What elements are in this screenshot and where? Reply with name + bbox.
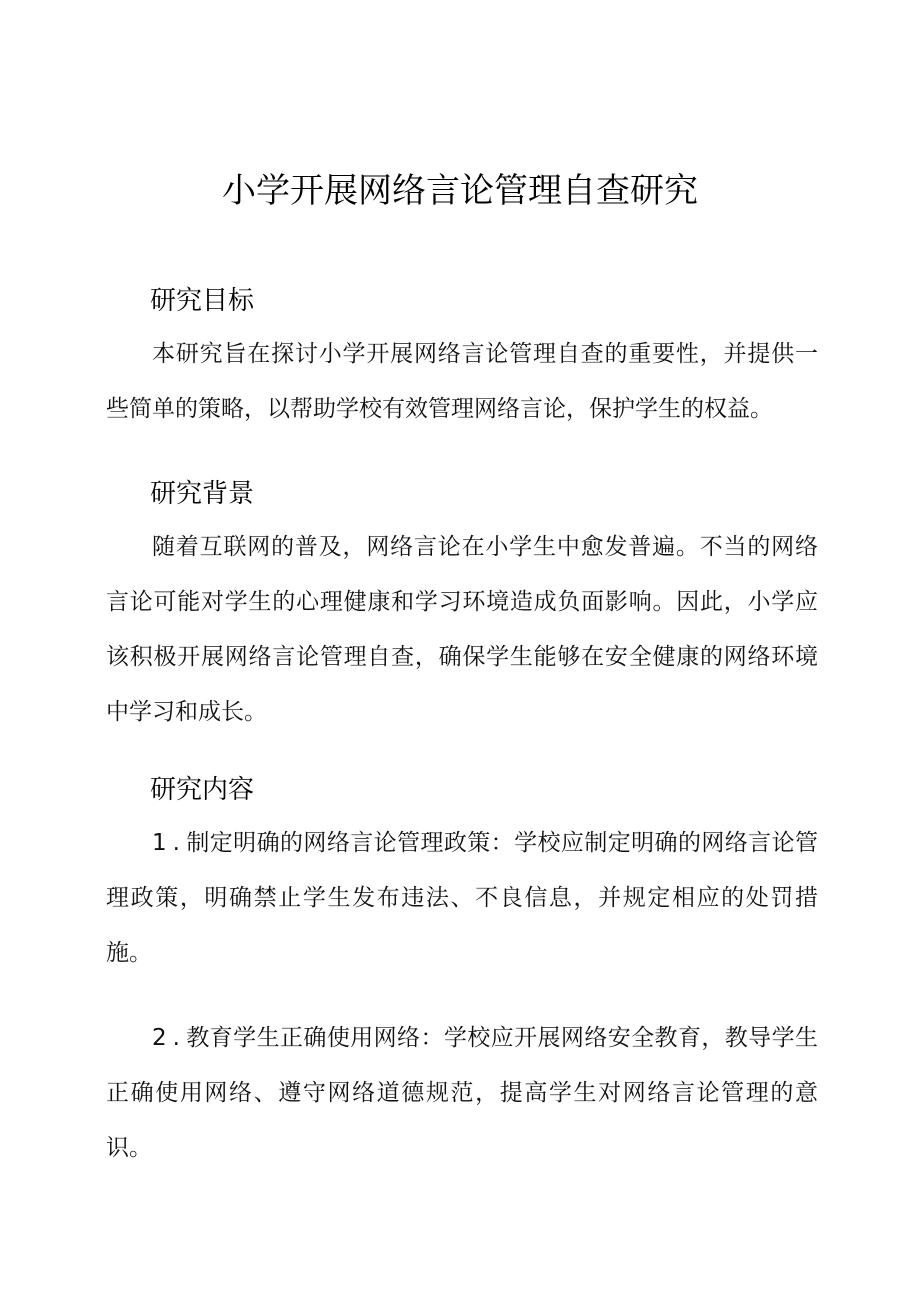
list-item-text: 制定明确的网络言论管理政策：学校应制定明确的网络言论管理政策，明确禁止学生发布违法、不良信息，并规定相应的处罚措施。 xyxy=(106,830,818,966)
list-item xyxy=(106,816,818,981)
section-heading: 研究内容 xyxy=(150,775,255,805)
section-research-goal xyxy=(106,283,818,437)
list-item-number: 1. xyxy=(152,830,186,856)
list-item-text: 教育学生正确使用网络：学校应开展网络安全教育，教导学生正确使用网络、遵守网络道德规范，提高学生对网络言论管理的意识。 xyxy=(106,1025,818,1161)
section-research-background xyxy=(106,476,818,740)
section-paragraph: 本研究旨在探讨小学开展网络言论管理自查的重要性，并提供一些简单的策略，以帮助学校有效管理网络言论，保护学生的权益。 xyxy=(106,341,818,422)
section-heading: 研究目标 xyxy=(150,286,255,316)
section-heading: 研究背景 xyxy=(150,479,255,509)
section-paragraph: 随着互联网的普及，网络言论在小学生中愈发普遍。不当的网络言论可能对学生的心理健康和学习环境造成负面影响。因此，小学应该积极开展网络言论管理自查，确保学生能够在安全健康的网络环境中学习和成长。 xyxy=(106,534,818,725)
section-research-content xyxy=(106,772,818,1176)
list-item-number: 2. xyxy=(152,1025,186,1051)
document-title: 小学开展网络言论管理自查研究 xyxy=(222,171,698,211)
list-item xyxy=(106,1011,818,1176)
